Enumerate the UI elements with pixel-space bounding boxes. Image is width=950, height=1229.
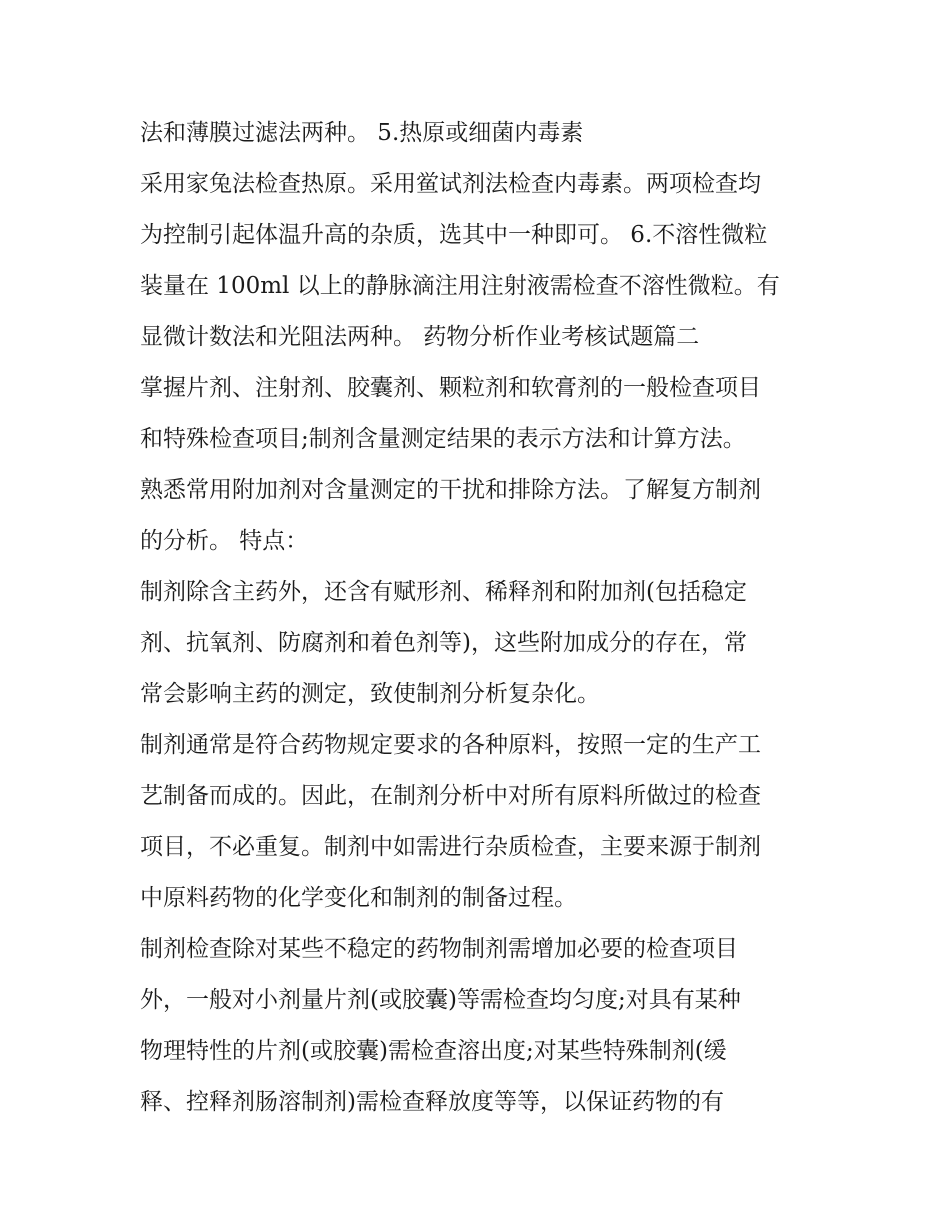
text-line-8: 熟悉常用附加剂对含量测定的干扰和排除方法。了解复方制剂 [140,477,761,503]
text-line-20: 释、控释剂肠溶制剂)需检查释放度等等，以保证药物的有 [140,1089,724,1115]
document-body [140,108,820,1128]
text-line-17: 制剂检查除对某些不稳定的药物制剂需增加必要的检查项目 [140,936,738,962]
text-line-3: 为控制引起体温升高的杂质，选其中一种即可。 6.不溶性微粒 [140,222,768,248]
text-line-14: 艺制备而成的。因此，在制剂分析中对所有原料所做过的检查 [140,783,761,809]
text-line-2: 采用家兔法检查热原。采用鲎试剂法检查内毒素。两项检查均 [140,171,761,197]
text-line-6: 掌握片剂、注射剂、胶囊剂、颗粒剂和软膏剂的一般检查项目 [140,375,761,401]
text-line-13: 制剂通常是符合药物规定要求的各种原料，按照一定的生产工 [140,732,761,758]
text-line-19: 物理特性的片剂(或胶囊)需检查溶出度;对某些特殊制剂(缓 [140,1038,727,1064]
text-line-11: 剂、抗氧剂、防腐剂和着色剂等)，这些附加成分的存在，常 [140,630,747,656]
text-line-4: 装量在 100ml 以上的静脉滴注用注射液需检查不溶性微粒。有 [140,273,780,299]
text-line-7: 和特殊检查项目;制剂含量测定结果的表示方法和计算方法。 [140,426,746,452]
text-line-16: 中原料药物的化学变化和制剂的制备过程。 [140,885,577,911]
text-line-1: 法和薄膜过滤法两种。 5.热原或细菌内毒素 [140,120,584,146]
text-line-10: 制剂除含主药外，还含有赋形剂、稀释剂和附加剂(包括稳定 [140,579,747,605]
text-line-5: 显微计数法和光阻法两种。 药物分析作业考核试题篇二 [140,324,700,350]
text-line-15: 项目，不必重复。制剂中如需进行杂质检查，主要来源于制剂 [140,834,761,860]
text-line-9: 的分析。 特点： [140,528,309,554]
text-line-18: 外，一般对小剂量片剂(或胶囊)等需检查均匀度;对具有某种 [140,987,741,1013]
text-line-12: 常会影响主药的测定，致使制剂分析复杂化。 [140,681,600,707]
